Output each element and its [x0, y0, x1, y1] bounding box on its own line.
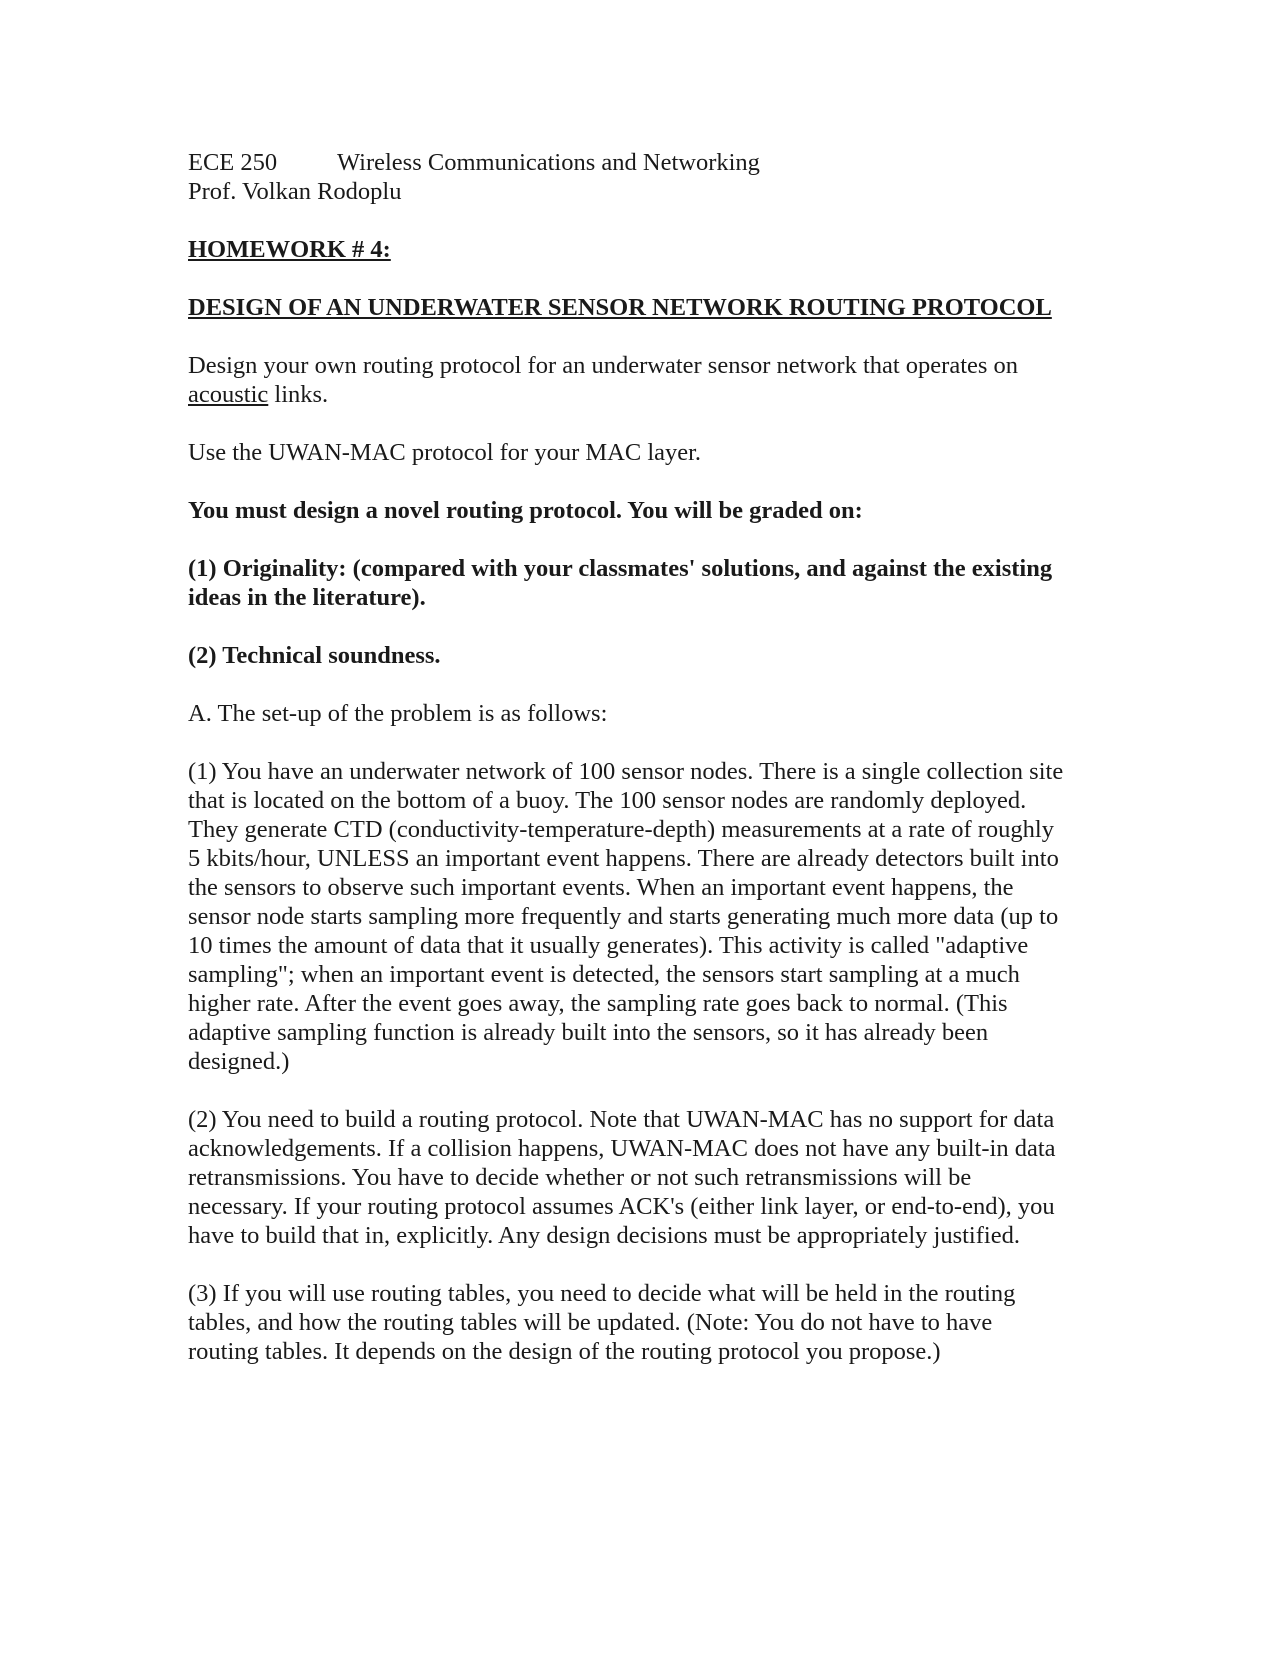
course-header — [188, 148, 1088, 177]
item1-line: sampling"; when an important event is detected, the sensors start sampling at a much — [188, 961, 1020, 988]
originality-line-2: ideas in the literature). — [188, 584, 426, 611]
item2-line: acknowledgements. If a collision happens, UWAN-MAC does not have any built-in data — [188, 1135, 1056, 1162]
item1-line: sensor node starts sampling more frequently and starts generating much more data (up to — [188, 903, 1059, 930]
course-title: Wireless Communications and Networking — [337, 149, 760, 176]
instructor-name: Prof. Volkan Rodoplu — [188, 178, 402, 205]
spacer — [188, 670, 1088, 699]
spacer — [188, 467, 1088, 496]
setup-item-2 — [188, 1105, 1088, 1250]
item2-line: necessary. If your routing protocol assumes ACK's (either link layer, or end-to-end), you — [188, 1193, 1055, 1220]
homework-title: HOMEWORK # 4: — [188, 236, 391, 263]
course-code: ECE 250 — [188, 149, 278, 176]
item1-line: 5 kbits/hour, UNLESS an important event happens. There are already detectors built into — [188, 845, 1059, 872]
criterion-technical: (2) Technical soundness. — [188, 642, 441, 669]
spacer — [188, 264, 1088, 293]
mac-layer-instruction: Use the UWAN-MAC protocol for your MAC layer. — [188, 439, 702, 466]
spacer — [188, 612, 1088, 641]
spacer — [188, 322, 1088, 351]
assignment-subtitle: DESIGN OF AN UNDERWATER SENSOR NETWORK ROUTING PROTOCOL — [188, 294, 1052, 321]
intro-line-2-rest: links. — [268, 381, 329, 408]
item1-line: (1) You have an underwater network of 100 sensor nodes. There is a single collection site — [188, 758, 1064, 785]
spacer — [188, 525, 1088, 554]
item2-line: (2) You need to build a routing protocol. Note that UWAN-MAC has no support for data — [188, 1106, 1055, 1133]
spacer — [188, 206, 1088, 235]
grading-intro: You must design a novel routing protocol. You will be graded on: — [188, 497, 863, 524]
item1-line: They generate CTD (conductivity-temperature-depth) measurements at a rate of roughly — [188, 816, 1054, 843]
item3-line: (3) If you will use routing tables, you need to decide what will be held in the routing — [188, 1280, 1016, 1307]
item3-line: routing tables. It depends on the design of the routing protocol you propose.) — [188, 1338, 941, 1365]
setup-intro: A. The set-up of the problem is as follows: — [188, 700, 608, 727]
acoustic-word: acoustic — [188, 381, 269, 408]
intro-line-2 — [188, 380, 1088, 409]
item1-line: adaptive sampling function is already built into the sensors, so it has already been — [188, 1019, 989, 1046]
originality-line-1: (1) Originality: (compared with your classmates' solutions, and against the existing — [188, 555, 1053, 582]
spacer — [188, 728, 1088, 757]
item1-line: 10 times the amount of data that it usually generates). This activity is called "adaptive — [188, 932, 1029, 959]
criterion-originality — [188, 554, 1088, 612]
spacer — [188, 1250, 1088, 1279]
item1-line: higher rate. After the event goes away, the sampling rate goes back to normal. (This — [188, 990, 1008, 1017]
item3-line: tables, and how the routing tables will be updated. (Note: You do not have to have — [188, 1309, 993, 1336]
item1-line: that is located on the bottom of a buoy. The 100 sensor nodes are randomly deployed. — [188, 787, 1027, 814]
item1-line: designed.) — [188, 1048, 290, 1075]
setup-item-3 — [188, 1279, 1088, 1366]
intro-paragraph — [188, 351, 1088, 409]
item1-line: the sensors to observe such important events. When an important event happens, the — [188, 874, 1014, 901]
spacer — [188, 1076, 1088, 1105]
document-content — [188, 148, 1088, 1366]
item2-line: retransmissions. You have to decide whether or not such retransmissions will be — [188, 1164, 972, 1191]
intro-line-1: Design your own routing protocol for an underwater sensor network that operates on — [188, 352, 1019, 379]
setup-item-1 — [188, 757, 1088, 1076]
spacer — [188, 409, 1088, 438]
item2-line: have to build that in, explicitly. Any design decisions must be appropriately justified. — [188, 1222, 1020, 1249]
